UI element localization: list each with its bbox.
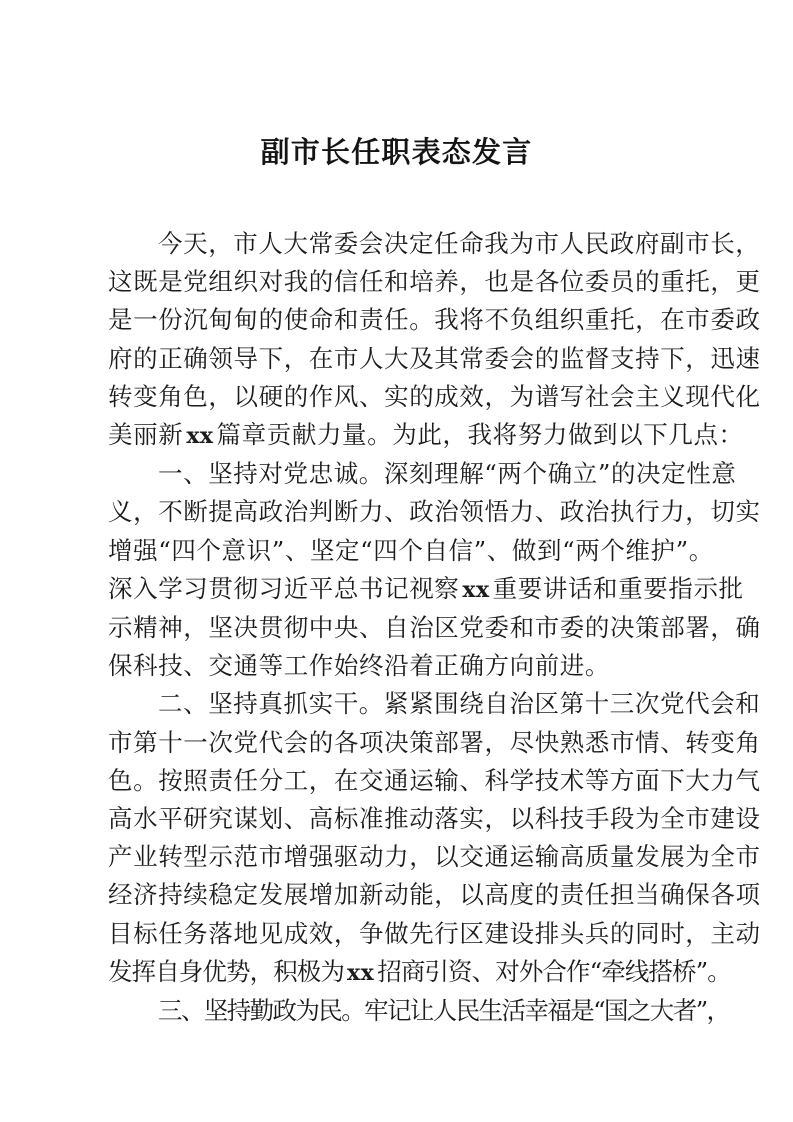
- paragraph-intro: [108, 225, 761, 455]
- text-line: [108, 685, 761, 723]
- text-line: [108, 225, 761, 263]
- text-line: [108, 301, 761, 339]
- latin-token: xx: [186, 423, 214, 450]
- text-line: [108, 762, 761, 800]
- latin-token: xx: [462, 576, 490, 603]
- text-line: [108, 647, 685, 685]
- text-line: [108, 532, 714, 570]
- text-line-content: 经济持续稳定发展增加新动能，以高度的责任担当确保各项: [108, 880, 761, 910]
- text-line: [108, 800, 761, 838]
- text-line-content: 市第十一次党代会的各项决策部署，尽快熟悉市情、转变角: [108, 727, 761, 757]
- text-line: [108, 876, 761, 914]
- text-line-content: 一、坚持对党忠诚。深刻理解“两个确立”的决定性意: [158, 459, 737, 489]
- text-line: [108, 953, 731, 992]
- text-line-content: 深入学习贯彻习近平总书记视察 xx 重要讲话和重要指示批: [108, 573, 744, 603]
- paragraph-point-two: [108, 685, 761, 992]
- text-line-content: 保科技、交通等工作始终沿着正确方向前进。: [108, 651, 610, 681]
- text-line-content: 增强“四个意识”、坚定“四个自信”、做到“两个维护”。: [108, 535, 714, 565]
- text-line: [108, 992, 730, 1030]
- text-line-content: 三、坚持勤政为民。牢记让人民生活幸福是“国之大者”，: [158, 996, 730, 1026]
- text-line-content: 今天，市人大常委会决定任命我为市人民政府副市长，: [158, 229, 761, 258]
- text-line-content: 府的正确领导下，在市人大及其常委会的监督支持下，迅速: [108, 343, 761, 373]
- text-line-content: 色。按照责任分工，在交通运输、科学技术等方面下大力气: [108, 765, 761, 795]
- text-line-content: 发挥自身优势，积极为 xx 招商引资、对外合作“牵线搭桥”。: [108, 956, 731, 986]
- text-line-content: 是一份沉甸甸的使命和责任。我将不负组织重托，在市委政: [108, 305, 761, 335]
- text-line-content: 高水平研究谋划、高标准推动落实，以科技手段为全市建设: [108, 804, 761, 834]
- text-line: [108, 455, 737, 493]
- paragraph-point-three: [108, 992, 730, 1030]
- text-line-content: 产业转型示范市增强驱动力，以交通运输高质量发展为全市: [108, 842, 761, 872]
- text-line: [108, 493, 761, 531]
- text-line: [108, 570, 744, 609]
- text-line: [108, 378, 761, 416]
- text-line: [108, 838, 761, 876]
- text-line: [108, 915, 761, 953]
- page-title: 副市长任职表态发言: [260, 137, 533, 169]
- text-line: [108, 263, 761, 301]
- text-line-content: 美丽新 xx 篇章贡献力量。为此，我将努力做到以下几点：: [108, 420, 744, 450]
- text-line-content: 目标任务落地见成效，争做先行区建设排头兵的同时，主动: [108, 918, 761, 948]
- text-line: [108, 609, 761, 647]
- text-line: [108, 724, 761, 762]
- text-line-content: 义，不断提高政治判断力、政治领悟力、政治执行力，切实: [108, 497, 761, 527]
- text-line-content: 二、坚持真抓实干。紧紧围绕自治区第十三次党代会和: [158, 689, 761, 719]
- text-line-content: 示精神，坚决贯彻中央、自治区党委和市委的决策部署，确: [108, 613, 761, 643]
- text-line: [108, 340, 761, 378]
- latin-token: xx: [347, 959, 375, 986]
- document-body: [108, 225, 761, 1030]
- text-line-content: 这既是党组织对我的信任和培养，也是各位委员的重托，更: [108, 267, 761, 297]
- text-line: [108, 416, 744, 455]
- paragraph-point-one: [108, 455, 761, 685]
- text-line-content: 转变角色，以硬的作风、实的成效，为谱写社会主义现代化: [108, 381, 761, 411]
